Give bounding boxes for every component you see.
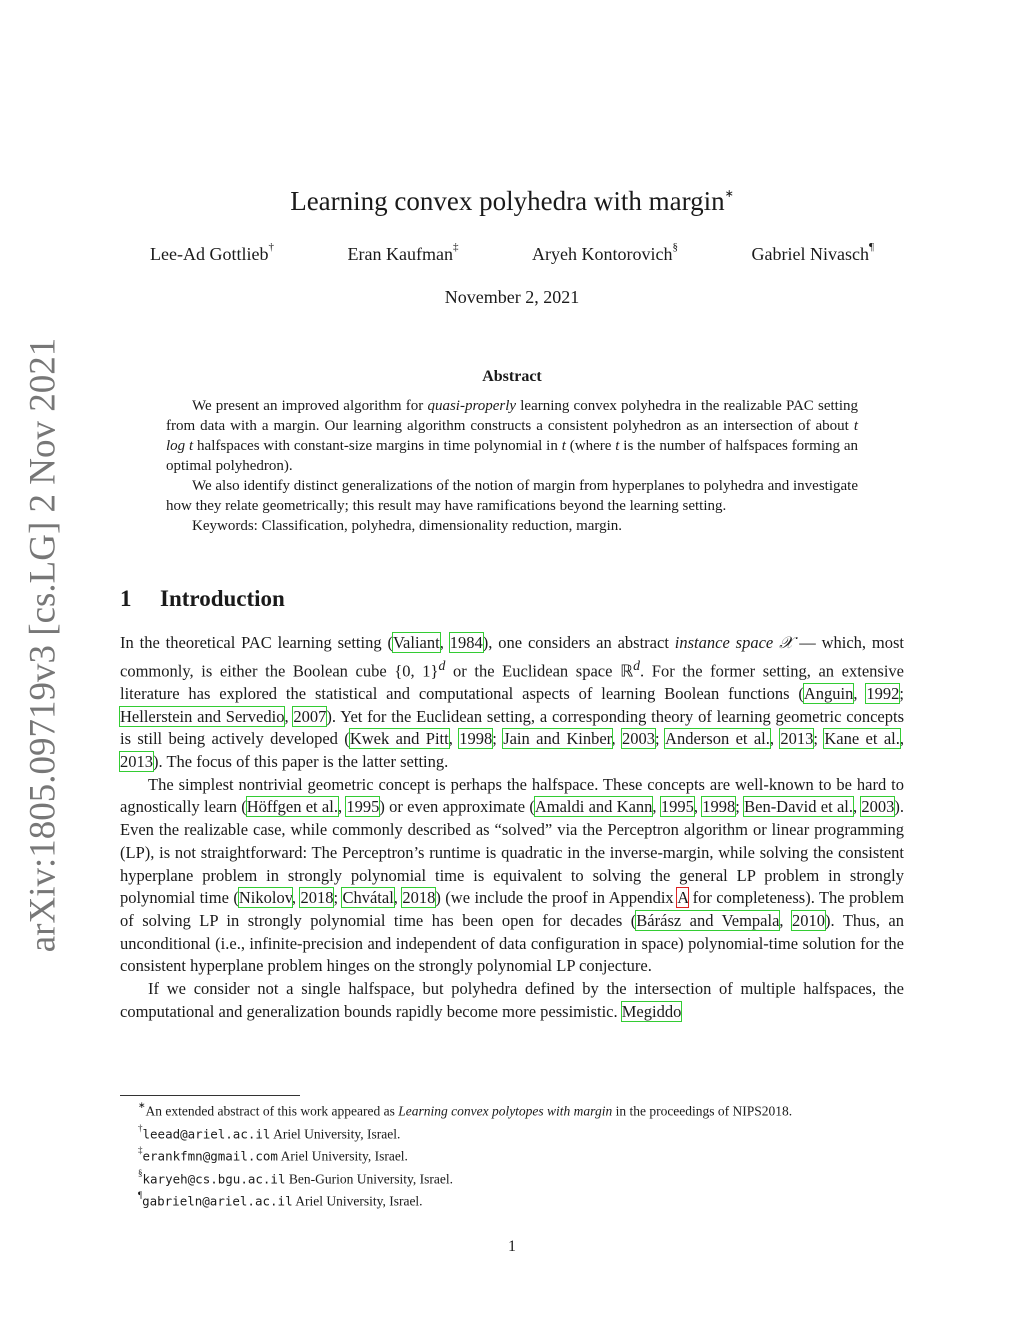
citation-link[interactable]: 1998: [459, 729, 493, 749]
text: . For the former setting, an extensive literature has explored the statistical and computational aspects of learning Boolean functions (: [120, 661, 904, 703]
affiliation: Ariel University, Israel.: [292, 1193, 423, 1209]
text: halfspaces with constant-size margins in time polynomial in: [193, 438, 562, 454]
text: ) (we include the proof in Appendix: [435, 888, 678, 908]
section-number: 1: [120, 586, 132, 611]
section-title: Introduction: [160, 586, 285, 611]
author-list: [150, 241, 874, 265]
footnote-mark: ∗: [138, 1100, 146, 1110]
text: ,: [693, 797, 703, 817]
text: ;: [899, 683, 904, 703]
citation-link[interactable]: Jain and Kinber: [503, 729, 612, 749]
text: in the proceedings of NIPS2018.: [612, 1103, 793, 1119]
title-footnote-mark[interactable]: ∗: [724, 188, 734, 200]
citation-link[interactable]: Bárász and Vempala: [636, 910, 780, 930]
abstract-paragraph-2: We also identify distinct generalizations of the notion of margin from hyperplanes to polyhedra and investigate how they relate geometrically; this result may have ramifications beyond the learning setting.: [166, 478, 858, 514]
citation-link[interactable]: Ben-David et al.: [744, 797, 853, 817]
abstract-keywords: Keywords: Classification, polyhedra, dimensionality reduction, margin.: [192, 518, 623, 534]
citation-link[interactable]: Amaldi and Kann: [534, 797, 653, 817]
text: ;: [333, 888, 343, 908]
text: ,: [853, 683, 867, 703]
footnote-mark: ‡: [138, 1145, 143, 1155]
citation-link[interactable]: Kwek and Pitt: [349, 729, 449, 749]
author-mark[interactable]: ‡: [452, 241, 459, 253]
paper-date: November 2, 2021: [444, 287, 580, 307]
email-link[interactable]: leead@ariel.ac.il: [142, 1126, 271, 1141]
citation-link[interactable]: 2003: [622, 729, 655, 749]
citation-link[interactable]: 2013: [120, 752, 153, 772]
text: — which, most commonly, is either the Boolean cube {0, 1}: [120, 633, 905, 681]
text: ,: [439, 633, 450, 652]
author-mark[interactable]: †: [268, 241, 274, 253]
citation-link[interactable]: 2007: [293, 706, 327, 726]
text: An extended abstract of this work appeared as: [145, 1103, 399, 1119]
intro-paragraph-3: [120, 978, 904, 1023]
text: ) or even approximate (: [379, 797, 535, 817]
author-name: Gabriel Nivasch: [751, 244, 869, 264]
citation-link[interactable]: Nikolov: [238, 888, 292, 908]
page-number: 1: [508, 1238, 516, 1255]
intro-paragraph-2: [120, 774, 904, 978]
footnote-3: [120, 1143, 904, 1166]
text: (where: [565, 438, 616, 454]
footnote-mark: ¶: [138, 1190, 143, 1200]
email-link[interactable]: karyeh@cs.bgu.ac.il: [142, 1171, 286, 1186]
citation-link[interactable]: Höffgen et al.: [246, 797, 338, 817]
citation-link[interactable]: 2018: [300, 888, 334, 908]
footnote-mark: §: [138, 1167, 143, 1178]
footnote-mark: †: [138, 1122, 143, 1133]
text: ,: [652, 797, 661, 817]
text: or the Euclidean space ℝ: [445, 661, 634, 681]
text: is the number of halfspaces forming an optimal polyhedron).: [166, 438, 858, 474]
section-heading: [120, 586, 285, 612]
footnote-5: [120, 1188, 904, 1211]
arxiv-id: arXiv:1805.09719v3 [cs.LG] 2 Nov 2021: [22, 337, 64, 953]
math: d: [438, 657, 446, 673]
citation-link[interactable]: Anguin: [803, 683, 854, 703]
math: d: [633, 657, 641, 673]
affiliation: Ariel University, Israel.: [270, 1126, 401, 1141]
text: ,: [337, 797, 347, 817]
math: t: [615, 438, 620, 454]
text: ,: [853, 797, 862, 817]
abstract-paragraph-1: [166, 396, 858, 476]
text: learning convex polyhedra in the realizable PAC setting from data with a margin. Our learning algorithm constructs a consistent polyhedron as an intersection of about: [166, 398, 858, 434]
author-4: [751, 241, 874, 265]
text: ,: [899, 729, 904, 749]
text: In the theoretical PAC learning setting (: [120, 633, 393, 652]
citation-link[interactable]: Chvátal: [342, 888, 394, 908]
citation-link[interactable]: 2018: [402, 888, 436, 908]
citation-link[interactable]: Kane et al.: [824, 729, 900, 749]
citation-link[interactable]: 1995: [346, 797, 380, 817]
author-1: [150, 241, 274, 265]
footnote-4: [120, 1166, 904, 1189]
text: ). Even the realizable case, while commonly described as “solved” via the Perceptron algorithm or linear programming (LP), is not straightforward: The Perceptron’s runtime is quadratic in the inverse-margin, while solving the consistent hyperplane problem in strongly polynomial time is equivalent to solving the general LP problem in strongly polynomial time (: [120, 797, 905, 908]
text: ;: [492, 729, 504, 749]
author-3: [532, 241, 678, 265]
text: ). Thus, an unconditional (i.e., infinite-precision and independent of data configuration in space) polynomial-time solution for the consistent hyperplane problem hinges on the strongly polynomial LP conjecture.: [120, 910, 904, 976]
citation-link[interactable]: 2003: [861, 797, 895, 817]
citation-link[interactable]: Anderson et al.: [665, 729, 770, 749]
text: ,: [448, 729, 460, 749]
title-text: Learning convex polyhedra with margin: [290, 186, 725, 216]
math: t: [561, 438, 566, 454]
citation-link[interactable]: 1992: [866, 683, 900, 703]
author-name: Eran Kaufman: [347, 244, 453, 264]
citation-link[interactable]: 1995: [660, 797, 694, 817]
email-link[interactable]: gabrieln@ariel.ac.il: [142, 1193, 293, 1209]
citation-link[interactable]: 1998: [702, 797, 736, 817]
author-2: [347, 241, 459, 265]
text: ;: [735, 797, 745, 817]
author-mark[interactable]: §: [672, 241, 678, 253]
citation-link[interactable]: Hellerstein and Servedio: [120, 706, 285, 726]
text: ,: [291, 888, 301, 908]
math: t log t: [166, 418, 858, 454]
intro-paragraph-1: [120, 632, 904, 774]
abstract-heading: Abstract: [482, 368, 542, 385]
author-name: Aryeh Kontorovich: [532, 244, 673, 264]
text: ,: [769, 729, 781, 749]
email-link[interactable]: erankfmn@gmail.com: [142, 1148, 278, 1164]
author-mark[interactable]: ¶: [869, 241, 874, 253]
citation-link[interactable]: Megiddo: [621, 1001, 682, 1021]
text: ;: [813, 729, 825, 749]
paper-title: [0, 186, 1024, 217]
text: ,: [393, 888, 403, 908]
citation-link[interactable]: 2010: [792, 910, 826, 930]
author-name: Lee-Ad Gottlieb: [150, 244, 269, 264]
emphasis: instance space 𝒳: [674, 633, 794, 652]
emphasis: Learning convex polytopes with margin: [398, 1103, 613, 1119]
footnotes: [120, 1098, 904, 1211]
footnote-1: [120, 1098, 904, 1121]
appendix-ref-link[interactable]: A: [677, 888, 689, 908]
citation-link[interactable]: 2013: [780, 729, 814, 749]
intro-body: [120, 632, 904, 1023]
abstract-body: [166, 396, 858, 536]
text: ,: [284, 706, 294, 726]
text: ,: [779, 910, 793, 930]
emphasis: quasi-properly: [427, 398, 517, 414]
footnote-2: [120, 1121, 904, 1144]
footnote-divider: [120, 1095, 300, 1096]
text: ). The focus of this paper is the latter setting.: [153, 752, 449, 772]
affiliation: Ben-Gurion University, Israel.: [285, 1171, 453, 1186]
citation-link[interactable]: 1984: [449, 633, 483, 652]
citation-link[interactable]: Valiant: [392, 633, 440, 652]
text: ). Yet for the Euclidean setting, a corresponding theory of learning geometric concepts is still being actively developed (: [120, 706, 904, 749]
text: ), one considers an abstract: [482, 633, 675, 652]
text: for completeness). The problem of solving LP in strongly polynomial time has been open for decades (: [120, 888, 905, 930]
text: ,: [611, 729, 622, 749]
text: We present an improved algorithm for: [192, 398, 428, 414]
text: If we consider not a single halfspace, but polyhedra defined by the intersection of multiple halfspaces, the computational and generalization bounds rapidly become more pessimistic.: [120, 979, 904, 1021]
text: The simplest nontrivial geometric concept is perhaps the halfspace. These concepts are well-known to be hard to agnostically learn (: [120, 774, 904, 817]
text: ;: [655, 729, 666, 749]
affiliation: Ariel University, Israel.: [277, 1148, 408, 1164]
